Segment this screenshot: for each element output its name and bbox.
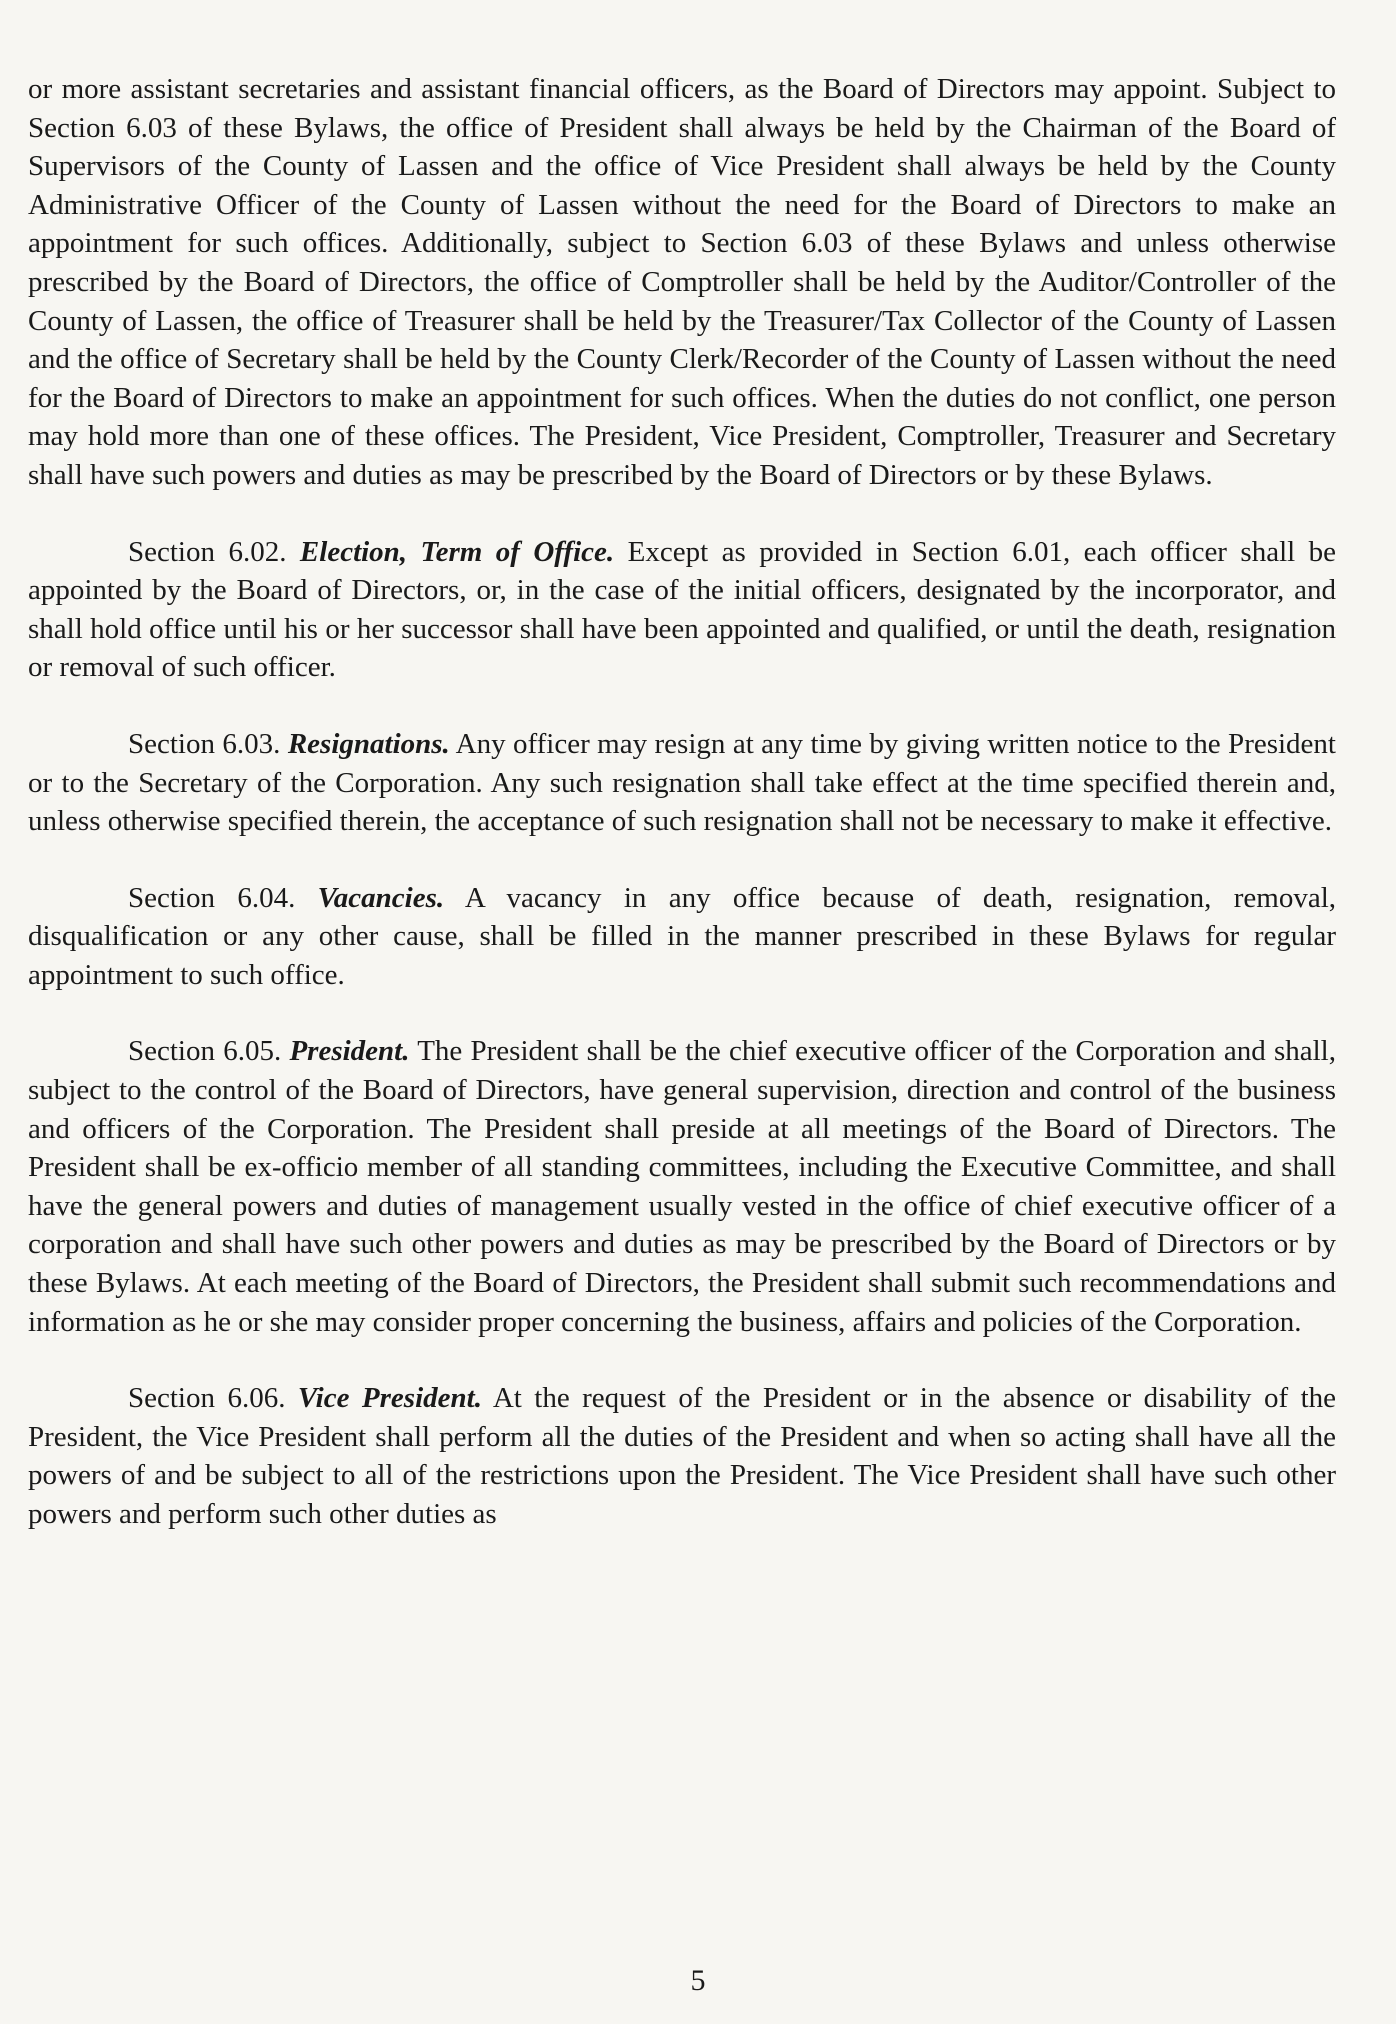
section-heading: Resignations. [287, 727, 450, 760]
section-number: Section 6.04. [128, 881, 296, 914]
section-body: A vacancy in any office because of death, resignation, removal, disqualification or any other cause, shall be filled in the manner prescribed in these Bylaws for regular appointment to such office. [28, 881, 1337, 991]
section-heading: Vacancies. [317, 881, 445, 914]
document-page [28, 70, 1336, 1534]
section-body: Except as provided in Section 6.01, each officer shall be appointed by the Board of Directors, or, in the case of the initial officers, designated by the incorporator, and shall hold office until his or her successor shall have been appointed and qualified, or until the death, resignation or removal of such officer. [28, 535, 1337, 684]
section-number: Section 6.06. [128, 1382, 286, 1415]
section-heading: Vice President. [297, 1382, 482, 1415]
section-number: Section 6.03. [128, 727, 281, 760]
section-6-03 [28, 725, 1336, 841]
section-6-04 [28, 879, 1336, 995]
continuation-paragraph: or more assistant secretaries and assistant financial officers, as the Board of Directors may appoint. Subject to Section 6.03 of these Bylaws, the office of President shall always be held by the Chairman of the Board of Supervisors of the County of Lassen and the office of Vice President shall always be held by the County Administrative Officer of the County of Lassen without the need for the Board of Directors to make an appointment for such offices. Additionally, subject to Section 6.03 of these Bylaws and unless otherwise prescribed by the Board of Directors, the office of Comptroller shall be held by the Auditor/Controller of the County of Lassen, the office of Treasurer shall be held by the Treasurer/Tax Collector of the County of Lassen and the office of Secretary shall be held by the County Clerk/Recorder of the County of Lassen without the need for the Board of Directors to make an appointment for such offices. When the duties do not conflict, one person may hold more than one of these offices. The President, Vice President, Comptroller, Treasurer and Secretary shall have such powers and duties as may be prescribed by the Board of Directors or by these Bylaws. [28, 73, 1336, 491]
section-6-02 [28, 533, 1336, 687]
page-number: 5 [690, 1964, 706, 1997]
section-heading: President. [289, 1035, 410, 1068]
section-number: Section 6.05. [128, 1035, 282, 1068]
section-6-05 [28, 1032, 1336, 1341]
section-heading: Election, Term of Office. [299, 535, 615, 568]
section-body: Any officer may resign at any time by giving written notice to the President or to the Secretary of the Corporation. Any such resignation shall take effect at the time specified therein and, unless otherwise specified therein, the acceptance of such resignation shall not be necessary to make it effective. [28, 727, 1336, 838]
section-number: Section 6.02. [128, 535, 287, 568]
section-body: The President shall be the chief executive officer of the Corporation and shall, subject to the control of the Board of Directors, have general supervision, direction and control of the business and officers of the Corporation. The President shall preside at all meetings of the Board of Directors. The President shall be ex-officio member of all standing committees, including the Executive Committee, and shall have the general powers and duties of management usually vested in the office of chief executive officer of a corporation and shall have such other powers and duties as may be prescribed by the Board of Directors or by these Bylaws. At each meeting of the Board of Directors, the President shall submit such recommendations and information as he or she may consider proper concerning the business, affairs and policies of the Corporation. [28, 1035, 1336, 1338]
section-body: At the request of the President or in the absence or disability of the President, the Vice President shall perform all the duties of the President and when so acting shall have all the powers of and be subject to all of the restrictions upon the President. The Vice President shall have such other powers and perform such other duties as [28, 1382, 1337, 1530]
section-6-06 [28, 1379, 1336, 1533]
